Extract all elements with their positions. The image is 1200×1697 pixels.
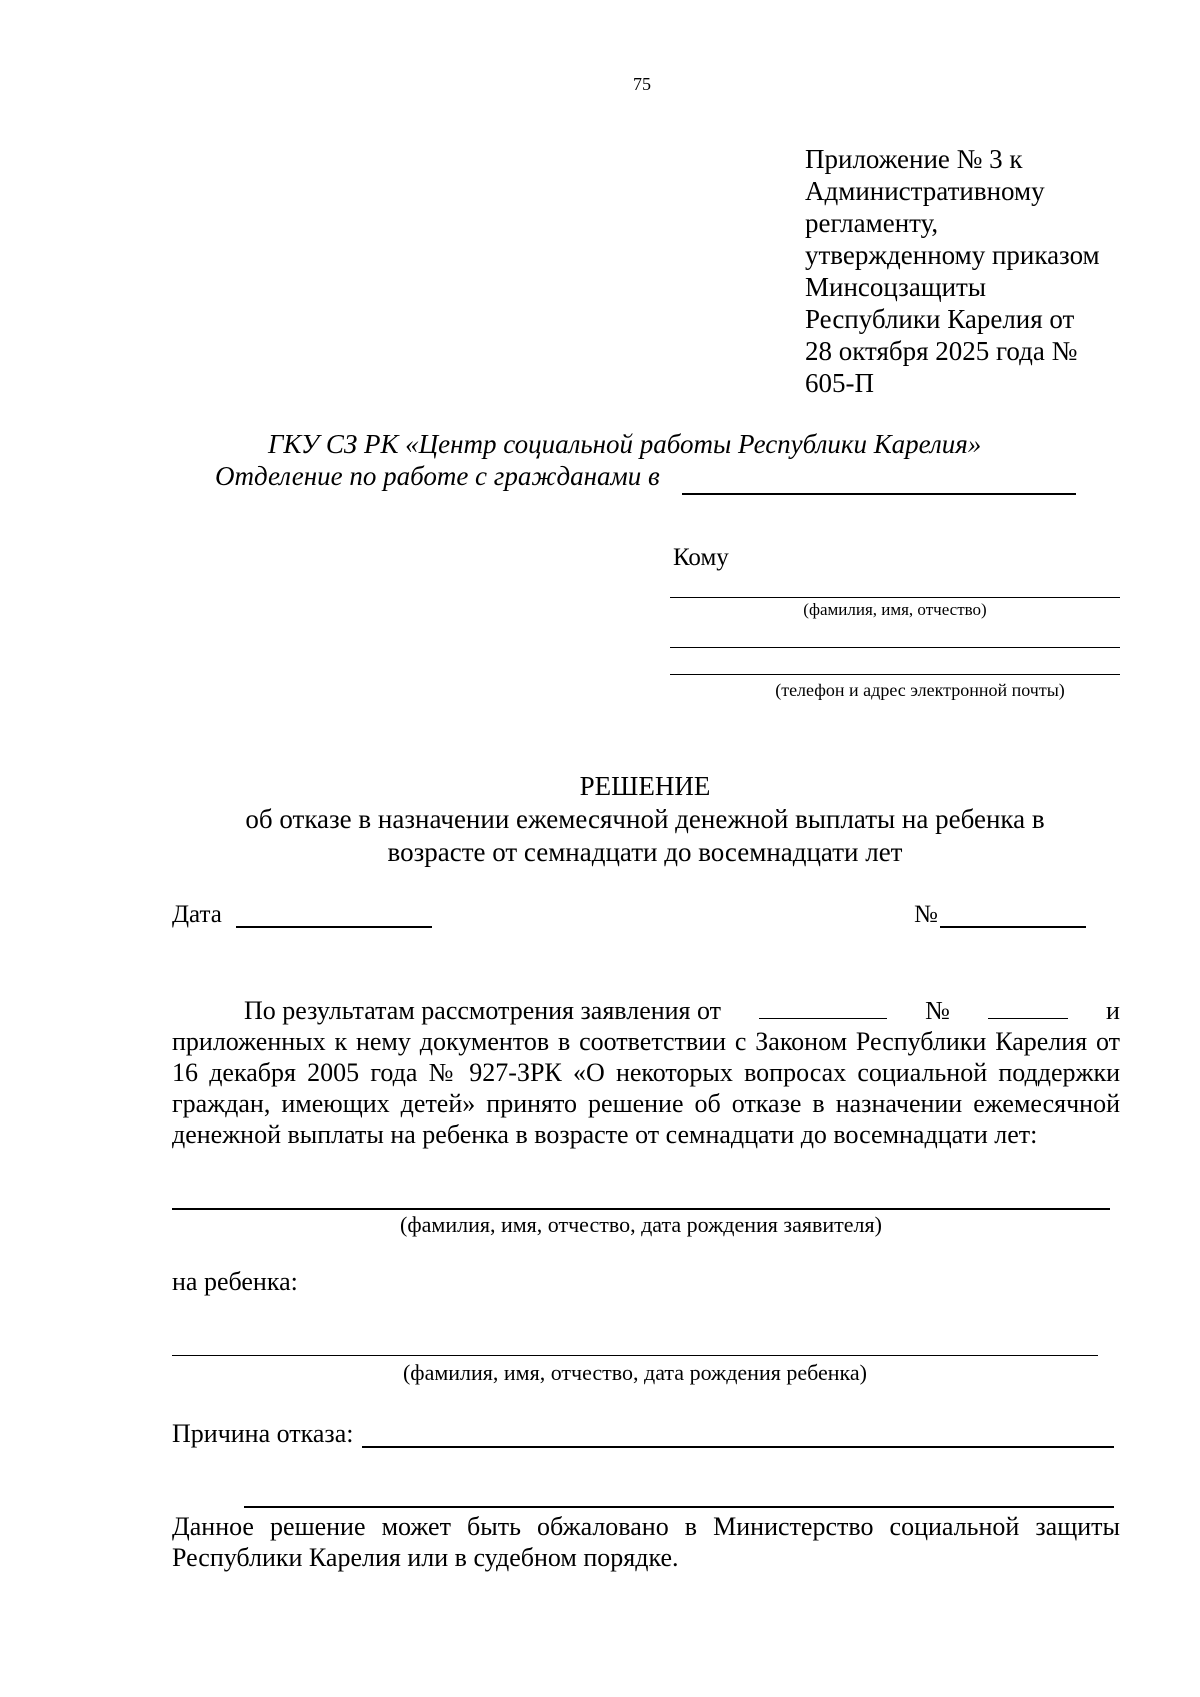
- appendix-block: [805, 143, 1185, 399]
- recipient-name-line[interactable]: [670, 597, 1120, 598]
- appendix-line: Приложение № 3 к: [805, 144, 1023, 174]
- department-label: Отделение по работе с гражданами в: [215, 461, 660, 491]
- child-label: на ребенка:: [172, 1267, 298, 1296]
- appendix-line: утвержденному приказом: [805, 240, 1100, 270]
- appendix-line: регламенту,: [805, 208, 939, 238]
- department-field-line[interactable]: [682, 493, 1076, 495]
- decision-subtitle-line2: возрасте от семнадцати до восемнадцати лет: [387, 837, 903, 867]
- decision-title: РЕШЕНИЕ: [579, 771, 711, 801]
- appendix-line: Административному: [805, 176, 1045, 206]
- decision-subtitle-line1: об отказе в назначении ежемесячной денежной выплаты на ребенка в: [245, 804, 1045, 834]
- appendix-line: 28 октября 2025 года №: [805, 336, 1078, 366]
- date-field-line[interactable]: [236, 926, 432, 928]
- body-number-sign: №: [925, 996, 950, 1025]
- recipient-label: Кому: [673, 544, 729, 571]
- recipient-contact-caption: (телефон и адрес электронной почты): [775, 680, 1065, 700]
- appendix-line: Минсоцзащиты: [805, 272, 986, 302]
- applicant-line[interactable]: [172, 1208, 1110, 1210]
- body-and: и: [1106, 996, 1120, 1025]
- appendix-line: Республики Карелия от: [805, 304, 1075, 334]
- body-rest: приложенных к нему документов в соответствии с Законом Республики Карелия от 16 декабря 2005 года № 927-ЗРК «О некоторых вопросах социальной поддержки граждан, имеющих детей» принято решение об отказе в назначении ежемесячной денежной выплаты на ребенка в возрасте от семнадцати до восемнадцати лет:: [172, 1027, 1120, 1149]
- application-date-blank[interactable]: [759, 996, 887, 1019]
- number-field-line[interactable]: [940, 926, 1086, 928]
- body-paragraph: [172, 995, 1120, 1150]
- refusal-line-1[interactable]: [362, 1446, 1114, 1448]
- child-caption: (фамилия, имя, отчество, дата рождения ребенка): [402, 1360, 867, 1385]
- recipient-contact-line-1[interactable]: [670, 647, 1120, 648]
- application-number-blank[interactable]: [988, 996, 1068, 1019]
- recipient-contact-line-2[interactable]: [670, 674, 1120, 675]
- body-intro: По результатам рассмотрения заявления от: [244, 996, 722, 1025]
- applicant-caption: (фамилия, имя, отчество, дата рождения заявителя): [400, 1212, 882, 1237]
- refusal-label: Причина отказа:: [172, 1419, 354, 1448]
- appeal-notice: Данное решение может быть обжаловано в Министерство социальной защиты Республики Карелия или в судебном порядке.: [172, 1512, 1120, 1572]
- appendix-line: 605-П: [805, 368, 874, 398]
- date-label: Дата: [172, 901, 222, 928]
- body-first-line: [172, 995, 1120, 1026]
- child-line[interactable]: [172, 1355, 1098, 1356]
- refusal-line-2[interactable]: [244, 1506, 1114, 1508]
- organization-name: ГКУ СЗ РК «Центр социальной работы Республики Карелия»: [268, 429, 982, 459]
- recipient-name-caption: (фамилия, имя, отчество): [803, 600, 987, 619]
- number-label: №: [914, 901, 938, 928]
- page-number: 75: [633, 74, 651, 94]
